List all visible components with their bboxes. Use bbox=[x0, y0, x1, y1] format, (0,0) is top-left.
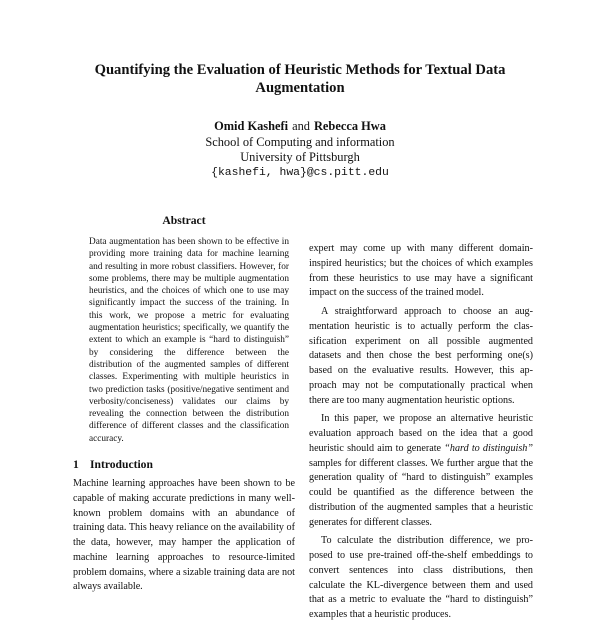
left-column bbox=[73, 214, 295, 595]
author-block bbox=[100, 119, 500, 182]
abstract-heading: Abstract bbox=[162, 214, 206, 227]
section-number: 1 bbox=[73, 458, 79, 472]
affiliation-line-2: University of Pittsburgh bbox=[240, 150, 360, 165]
author-conjunction: and bbox=[292, 119, 310, 133]
body-paragraph: expert may come up with many different domain-inspired heuristics; but the choices of which examples from these heuristics to use may have a significant impact on the success of the trained model. bbox=[309, 243, 533, 299]
introduction-heading bbox=[73, 458, 295, 472]
affiliation-line-1: School of Computing and information bbox=[205, 134, 395, 149]
paragraph-text: In this paper, we propose an alternative heuristic evaluation approach based on the idea that a good heuristic should aim to generate bbox=[309, 413, 533, 454]
paragraph-text: samples for different classes. We further argue that the generation quality of “hard to distinguish” examples could be quantified as the difference between the distribution of the augmented samples that a heuristic generates for different classes. bbox=[309, 457, 533, 528]
right-column bbox=[309, 242, 533, 627]
author-email: {kashefi, hwa}@cs.pitt.edu bbox=[211, 167, 389, 180]
body-paragraph bbox=[309, 412, 533, 530]
emphasized-phrase: “hard to distinguish” bbox=[444, 442, 533, 454]
author-1: Omid Kashefi bbox=[214, 119, 289, 133]
author-names bbox=[100, 119, 500, 135]
section-title: Introduction bbox=[90, 458, 153, 472]
body-paragraph: A straightforward approach to choose an augmentation heuristic is to actually perform the classification experiment on all possible augmented datasets and then chose the best performing one(s) based on the evaluative results. However, this approach may not be computationally practical when there are too many augmentation heuristic options. bbox=[309, 306, 533, 406]
introduction-paragraph: Machine learning approaches have been shown to be capable of making accurate predictions in many well-known problem domains with an abundance of training data. This heavy reliance on the availability of the data, however, may hamper the application of machine learning approaches to resource-limited problem domains, where a sizable training data are not always available. bbox=[73, 478, 295, 593]
abstract-text: Data augmentation has been shown to be effective in providing more training data for machine learning and resulting in more robust classifiers. However, for some problems, there may be multiple augmentation heuristics, and the choices of which one to use may significantly impact the success of the training. In this work, we propose a metric for evaluating augmentation heuristics; specifically, we quantify the extent to which an example is “hard to distinguish” by considering the difference between the distribution of the augmented samples of different classes. Experimenting with multiple heuristics in two prediction tasks (positive/negative sentiment and verbosity/conciseness) validates our claims by revealing the connection between the distribution difference of different classes and the classification accuracy. bbox=[89, 237, 289, 444]
body-paragraph: To calculate the distribution difference, we proposed to use pre-trained off-the-shelf embeddings to convert sentences into class distributions, then calculate the KL-divergence between them and used that as a metric to evaluate the “hard to distinguish” examples that a heuristic produces. bbox=[309, 535, 533, 620]
author-2: Rebecca Hwa bbox=[313, 119, 386, 133]
paper-title: Quantifying the Evaluation of Heuristic Methods for Textual Data Augmentation bbox=[94, 62, 506, 96]
